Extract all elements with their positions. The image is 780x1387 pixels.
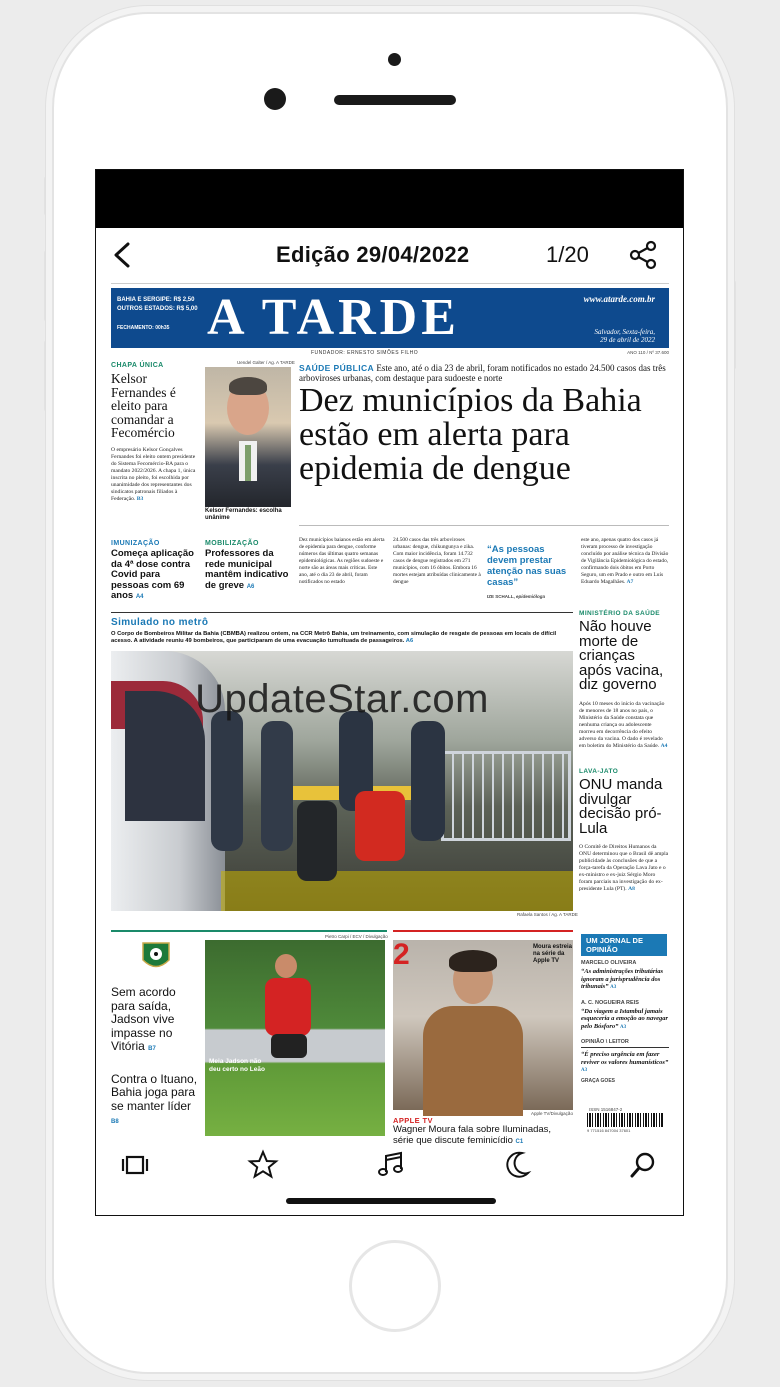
founder-line: FUNDADOR: ERNESTO SIMÕES FILHO: [311, 350, 419, 356]
toolbar-search-button[interactable]: [626, 1148, 660, 1182]
story-kelsor: [111, 362, 199, 503]
divider: [299, 525, 669, 526]
music-icon: [374, 1148, 408, 1182]
story-headline: Wagner Moura fala sobre Iluminadas, série que discute feminicídio C1: [393, 1124, 552, 1146]
brief-kicker: MOBILIZAÇÃO: [205, 540, 259, 547]
dengue-headline: Dez municípios da Bahia estão em alerta para epidemia de dengue: [299, 382, 642, 487]
front-camera: [264, 88, 286, 110]
metro-photo: [111, 651, 573, 911]
photo-credit: Apple TV/Divulgação: [531, 1111, 573, 1116]
story-vacina: [579, 610, 669, 750]
issn-number: ISSN 1516847-2: [589, 1107, 623, 1112]
photo-caption: Meia Jadson não deu certo no Leão: [209, 1058, 265, 1073]
toolbar-favorites-button[interactable]: [246, 1148, 280, 1182]
story-body: O empresário Kelsor Gonçalves Fernandes foi eleito ontem presidente do Sistema Fecomércio-BA para o mandato 2022/2026. A chapa 1, única inscrita no pleito, foi escolhida por unanimidade dos representantes dos sindicatos patronais filiados à Federação. B3: [111, 446, 196, 502]
toolbar-audio-button[interactable]: [374, 1148, 408, 1182]
tie-shape: [245, 445, 251, 481]
newspaper-page[interactable]: [111, 284, 669, 1146]
front-sensor: [388, 53, 401, 66]
divider: [393, 930, 573, 932]
story-metro: [111, 617, 573, 645]
app-header: [96, 228, 683, 282]
chevron-left-icon: [110, 240, 134, 270]
photo-caption: Moura estreia na série da Apple TV: [533, 944, 573, 964]
opinion-author: A. C. NOGUEIRA REIS: [581, 999, 639, 1006]
team-badge-icon: [139, 940, 173, 974]
brief-headline: Professores da rede municipal mantêm indicativo de greve A6: [205, 548, 289, 591]
price-info: [117, 296, 198, 333]
brief-greve: [205, 540, 291, 592]
dengue-quote: [487, 544, 575, 599]
divider: [111, 612, 573, 613]
barcode-digits: 9 771516 847004 37601: [587, 1128, 631, 1133]
opinion-column: [581, 960, 669, 1084]
moon-icon: [500, 1148, 534, 1182]
date-line: Salvador, Sexta-feira,: [594, 328, 655, 336]
story-headline: Não houve morte de crianças após vacina, diz governo: [579, 618, 664, 693]
dengue-column-4: este ano, apenas quatro dos casos já tiveram processo de investigação concluído por análise técnica da Divisão de Vigilância Epidemiológica do estado, confirmando dois óbitos em Porto Seguro, um em Prado e outro em Luís Eduardo Magalhães. A7: [581, 537, 669, 585]
story-body: O Corpo de Bombeiros Militar da Bahia (CBMBA) realizou ontem, na CCR Metrô Bahia, um treinamento, com simulação de resgate de pessoas em locais de difícil acesso. A atividade reuniu 49 bombeiros, que participaram de uma evacuação tumultuada de passageiros. A6: [111, 631, 557, 644]
photo-caption: Kelsor Fernandes: escolha unânime: [205, 508, 282, 521]
price-line: BAHIA E SERGIPE: R$ 2,50: [117, 297, 195, 303]
opinion-banner: UM JORNAL DE OPINIÃO: [581, 934, 667, 956]
pull-quote: “As pessoas devem prestar atenção nas suas casas”: [487, 544, 567, 588]
sports-headline: Sem acordo para saída, Jadson vive impasse no Vitória B7: [111, 985, 176, 1053]
story-kicker: APPLE TV: [393, 1116, 433, 1125]
actor-jacket: [423, 1006, 523, 1116]
sports-briefs: [111, 986, 201, 1130]
photo-credit: Rafaela Santos / Ag. A TARDE: [517, 912, 578, 917]
opinion-quote: “Da viagem a Istambul jamais esqueceria a emoção ao navegar pelo Bósforo” A3: [581, 1007, 669, 1030]
date-line: 29 de abril de 2022: [600, 336, 655, 344]
bottom-toolbar: [96, 1138, 685, 1190]
firefighter-shape: [261, 721, 293, 851]
toolbar-pages-button[interactable]: [118, 1148, 152, 1182]
volume-up-button: [44, 250, 50, 322]
jadson-photo: [205, 940, 385, 1136]
brief-kicker: IMUNIZAÇÃO: [111, 540, 160, 547]
firefighter-shape: [411, 721, 445, 841]
volume-down-button: [44, 340, 50, 412]
newspaper-url: www.atarde.com.br: [583, 294, 655, 304]
story-kicker: CHAPA ÚNICA: [111, 362, 164, 369]
divider: [111, 930, 387, 932]
page-counter: 1/20: [546, 242, 589, 267]
star-icon: [246, 1148, 280, 1182]
story-kicker: Simulado no metrô: [111, 617, 209, 628]
home-button[interactable]: [349, 1240, 441, 1332]
actor-hair: [449, 950, 497, 972]
hair-shape: [229, 377, 267, 395]
edition-title: Edição 29/04/2022: [276, 242, 470, 267]
player-jersey: [265, 978, 311, 1036]
app-screen: [95, 169, 684, 1216]
wagner-photo: [393, 940, 573, 1110]
story-onu: [579, 768, 669, 893]
price-line: OUTROS ESTADOS: R$ 5,00: [117, 306, 198, 312]
opinion-author: GRAÇA GOES: [581, 1077, 615, 1084]
opinion-quote: “É preciso urgência em fazer reviver os valores humanísticos” A3: [581, 1051, 669, 1073]
dengue-column-1: Dez municípios baianos estão em alerta de epidemia para dengue, conforme números das últimas quatro semanas epidemiológicas. As regiões sudoeste e norte são as áreas mais críticas. Este ano, até o dia 23 de abril, foram notificados no estado: [299, 537, 385, 585]
story-kicker: MINISTÉRIO DA SAÚDE: [579, 610, 661, 617]
quote-attribution: IZE SCHALL, epidemióloga: [487, 594, 546, 599]
opinion-quote: “As administrações tributárias ignoram a jurisprudência dos tribunais” A3: [581, 968, 663, 990]
opinion-section: OPINIÃO \ LEITOR: [581, 1039, 669, 1048]
brief-headline: Começa aplicação da 4ª dose contra Covid para pessoas com 69 anos A4: [111, 548, 194, 601]
share-icon: [626, 238, 660, 272]
status-bar: [96, 170, 683, 228]
search-icon: [626, 1148, 660, 1182]
player-shorts: [271, 1034, 307, 1058]
railing-shape: [441, 751, 571, 841]
dengue-lead: SAÚDE PÚBLICA Este ano, até o dia 23 de abril, foram notificados no estado 24.500 casos das três arboviroses urbanas, com destaque para sudoeste e norte: [299, 363, 666, 383]
home-indicator[interactable]: [286, 1198, 496, 1204]
firefighter-shape: [211, 711, 243, 851]
share-button[interactable]: [626, 238, 660, 272]
story-headline: Kelsor Fernandes é eleito para comandar a Fecomércio: [111, 371, 176, 440]
watermark-text: UpdateStar.com: [195, 677, 489, 721]
barcode: [587, 1113, 663, 1127]
earpiece-speaker: [334, 95, 456, 105]
toolbar-night-mode-button[interactable]: [500, 1148, 534, 1182]
firefighter-shape: [297, 801, 337, 881]
rescuer-vest-shape: [355, 791, 405, 861]
back-button[interactable]: [110, 240, 134, 270]
sports-headline: Contra o Ituano, Bahia joga para se manter líder B8: [111, 1071, 198, 1125]
brief-covid: [111, 540, 199, 603]
masthead: [111, 288, 669, 348]
story-body: Após 10 meses do início da vacinação de menores de 18 anos no país, o Ministério da Saúde constata que nenhuma criança ou adolescente morreu em decorrência do efeito adverso da vacina. O dado é revelado em boletim do Ministério da Saúde. A4: [579, 700, 668, 749]
edition-number: ANO 110 / Nº 37.600: [627, 350, 669, 355]
player-head: [275, 954, 297, 978]
closing-time: FECHAMENTO: 00h35: [117, 325, 170, 331]
pages-icon: [118, 1148, 152, 1182]
story-headline: ONU manda divulgar decisão pró-Lula: [579, 776, 663, 837]
mute-switch: [44, 176, 50, 216]
power-button: [730, 280, 736, 370]
opinion-author: MARCELO OLIVEIRA: [581, 960, 637, 966]
photo-credit: Pietro Carpi / ECV / Divulgação: [325, 934, 388, 939]
publication-date: [595, 328, 655, 344]
story-kicker: LAVA-JATO: [579, 768, 619, 775]
newspaper-logo: A TARDE: [207, 289, 460, 346]
section-number: 2: [393, 938, 410, 971]
story-body: O Comitê de Direitos Humanos da ONU determinou que o Brasil dê ampla publicidade às conclusões de que a força-tarefa da Operação Lava Jato e o ex-ministro e ex-juiz Sérgio Moro foram parciais na investigação do ex-presidente Lula (PT). A8: [579, 844, 669, 892]
dengue-column-2: 24.500 casos das três arboviroses urbanas: dengue, chikungunya e zika. Com maior incidência, foram 14.732 casos de dengue registrados em 271 municípios, com 16 óbitos. Embora 16 mortes estejam atribuídas clinicamente à dengue: [393, 537, 481, 585]
kelsor-photo: [205, 367, 291, 507]
platform-edge: [221, 871, 573, 911]
photo-credit: Uendel Galter / Ag. A TARDE: [237, 360, 295, 365]
